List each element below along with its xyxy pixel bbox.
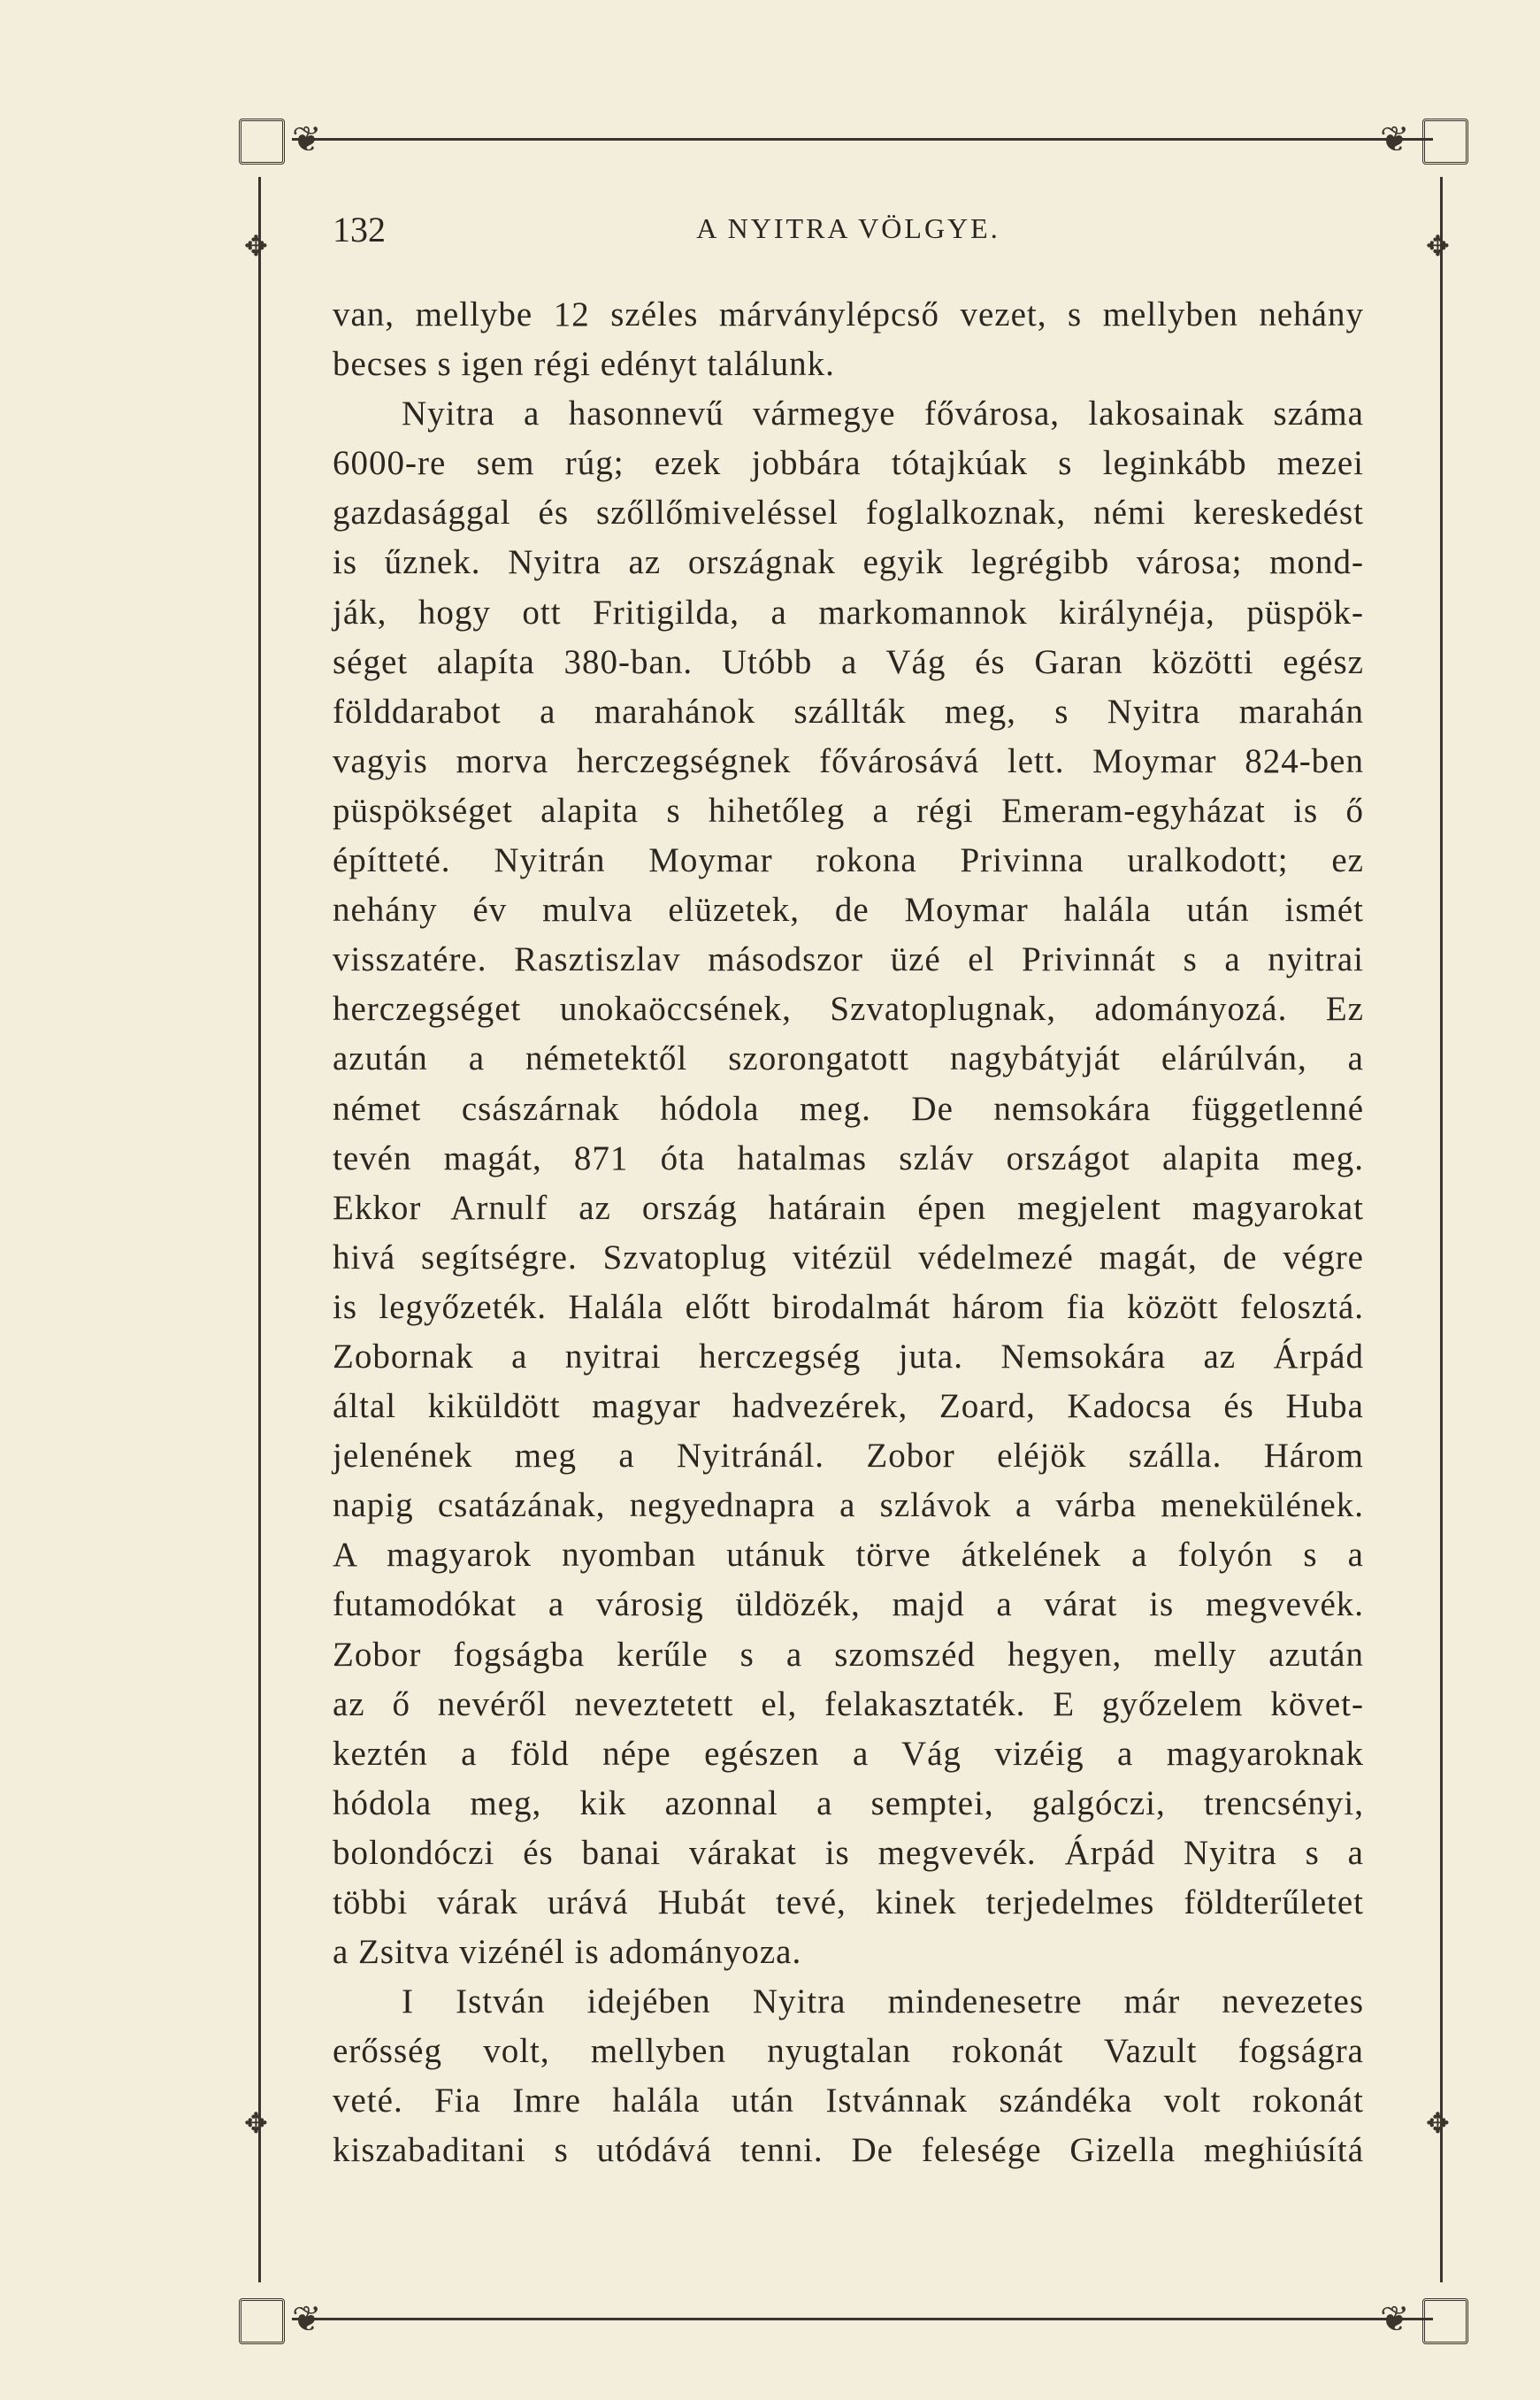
text-line: is legyőzeték. Halála előtt birodalmát három fia között felosztá. <box>333 1287 1364 1326</box>
text-line: napig csatázának, negyednapra a szlávok a várba menekülének. <box>333 1486 1364 1525</box>
side-ornament-icon-right-bottom: ✥ <box>1426 2106 1450 2140</box>
text-line: 6000-re sem rúg; ezek jobbára tótajkúak s leginkább mezei <box>333 444 1364 483</box>
text-line: kiszabaditani s utódává tenni. De felesége Gizella meghiúsítá <box>333 2131 1364 2170</box>
text-line: az ő nevéről neveztetett el, felakasztaték. E győzelem követ- <box>333 1684 1364 1723</box>
text-line: erősség volt, mellyben nyugtalan rokonát Vazult fogságra <box>333 2032 1364 2071</box>
text-line: püspökséget alapita s hihetőleg a régi Emeram-egyházat is ő <box>333 791 1364 830</box>
text-line: séget alapíta 380-ban. Utóbb a Vág és Garan közötti egész <box>333 642 1364 681</box>
text-line: építteté. Nyitrán Moymar rokona Privinna uralkodott; ez <box>333 841 1364 880</box>
text-line: hivá segítségre. Szvatoplug vitézül védelmezé magát, de végre <box>333 1238 1364 1277</box>
corner-ornament-top-left <box>239 119 285 165</box>
body-text <box>333 290 1364 2176</box>
top-rule <box>292 138 1433 141</box>
running-title: A NYITRA VÖLGYE. <box>696 212 1000 244</box>
fleuron-icon-top-left: ❦ <box>292 119 322 160</box>
page-number: 132 <box>333 210 386 249</box>
side-ornament-icon-left-top: ✥ <box>244 229 268 263</box>
text-line: Nyitra a hasonnevű vármegye fővárosa, lakosainak száma <box>402 395 1364 433</box>
text-line: többi várak urává Hubát tevé, kinek terjedelmes földterűletet <box>333 1883 1364 1921</box>
fleuron-icon-top-right: ❦ <box>1380 119 1410 160</box>
text-line: Zobornak a nyitrai herczegség juta. Nemsokára az Árpád <box>333 1337 1364 1376</box>
text-line: azután a németektől szorongatott nagybátyját elárúlván, a <box>333 1039 1364 1078</box>
text-line: van, mellybe 12 széles márványlépcső vezet, s mellyben nehány <box>333 295 1364 334</box>
text-line: Ekkor Arnulf az ország határain épen megjelent magyarokat <box>333 1188 1364 1227</box>
text-line: A magyarok nyomban utánuk törve átkelének a folyón s a <box>333 1536 1364 1575</box>
bottom-rule <box>292 2318 1433 2320</box>
left-rule <box>258 177 261 2282</box>
text-line: Zobor fogságba kerűle s a szomszéd hegyen, melly azután <box>333 1635 1364 1674</box>
page-header <box>333 209 1364 262</box>
text-line: ják, hogy ott Fritigilda, a markomannok királynéja, püspök- <box>333 593 1364 632</box>
paragraph <box>333 389 1364 1977</box>
text-line: keztén a föld népe egészen a Vág vizéig a magyaroknak <box>333 1734 1364 1773</box>
text-line: bolondóczi és banai várakat is megvevék. Árpád Nyitra s a <box>333 1833 1364 1872</box>
corner-ornament-top-right <box>1422 119 1468 165</box>
text-line: futamodókat a városig üldözék, majd a várat is megvevék. <box>333 1585 1364 1624</box>
text-line: által kiküldött magyar hadvezérek, Zoard, Kadocsa és Huba <box>333 1387 1364 1426</box>
right-rule <box>1440 177 1443 2282</box>
text-line: nehány év mulva elüzetek, de Moymar halála után ismét <box>333 891 1364 930</box>
text-line: jelenének meg a Nyitránál. Zobor eléjök szálla. Három <box>333 1437 1364 1476</box>
corner-ornament-bottom-left <box>239 2298 285 2344</box>
text-line: földdarabot a marahánok szállták meg, s Nyitra marahán <box>333 692 1364 731</box>
text-line: gazdasággal és szőllőmiveléssel foglalkoznak, némi kereskedést <box>333 494 1364 533</box>
text-line: veté. Fia Imre halála után Istvánnak szándéka volt rokonát <box>333 2082 1364 2120</box>
paragraph <box>333 1977 1364 2175</box>
text-line: becses s igen régi edényt találunk. <box>333 345 835 384</box>
side-ornament-icon-right-top: ✥ <box>1426 229 1450 263</box>
corner-ornament-bottom-right <box>1422 2298 1468 2344</box>
paragraph <box>333 290 1364 389</box>
text-line: német császárnak hódola meg. De nemsokára függetlenné <box>333 1089 1364 1128</box>
text-line: visszatére. Rasztiszlav másodszor üzé el Privinnát s a nyitrai <box>333 940 1364 979</box>
text-line: I István idejében Nyitra mindenesetre már nevezetes <box>402 1982 1364 2021</box>
text-line: vagyis morva herczegségnek fővárosává lett. Moymar 824-ben <box>333 741 1364 780</box>
fleuron-icon-bottom-left: ❦ <box>292 2299 322 2340</box>
text-line: herczegséget unokaöccsének, Szvatoplugnak, adományozá. Ez <box>333 990 1364 1029</box>
text-line: is űznek. Nyitra az országnak egyik legrégibb városa; mond- <box>333 543 1364 582</box>
fleuron-icon-bottom-right: ❦ <box>1380 2299 1410 2340</box>
text-line: hódola meg, kik azonnal a semptei, galgóczi, trencsényi, <box>333 1783 1364 1822</box>
text-line: tevén magát, 871 óta hatalmas szláv országot alapita meg. <box>333 1139 1364 1177</box>
text-line: a Zsitva vizénél is adományoza. <box>333 1933 802 1972</box>
side-ornament-icon-left-bottom: ✥ <box>244 2106 268 2140</box>
